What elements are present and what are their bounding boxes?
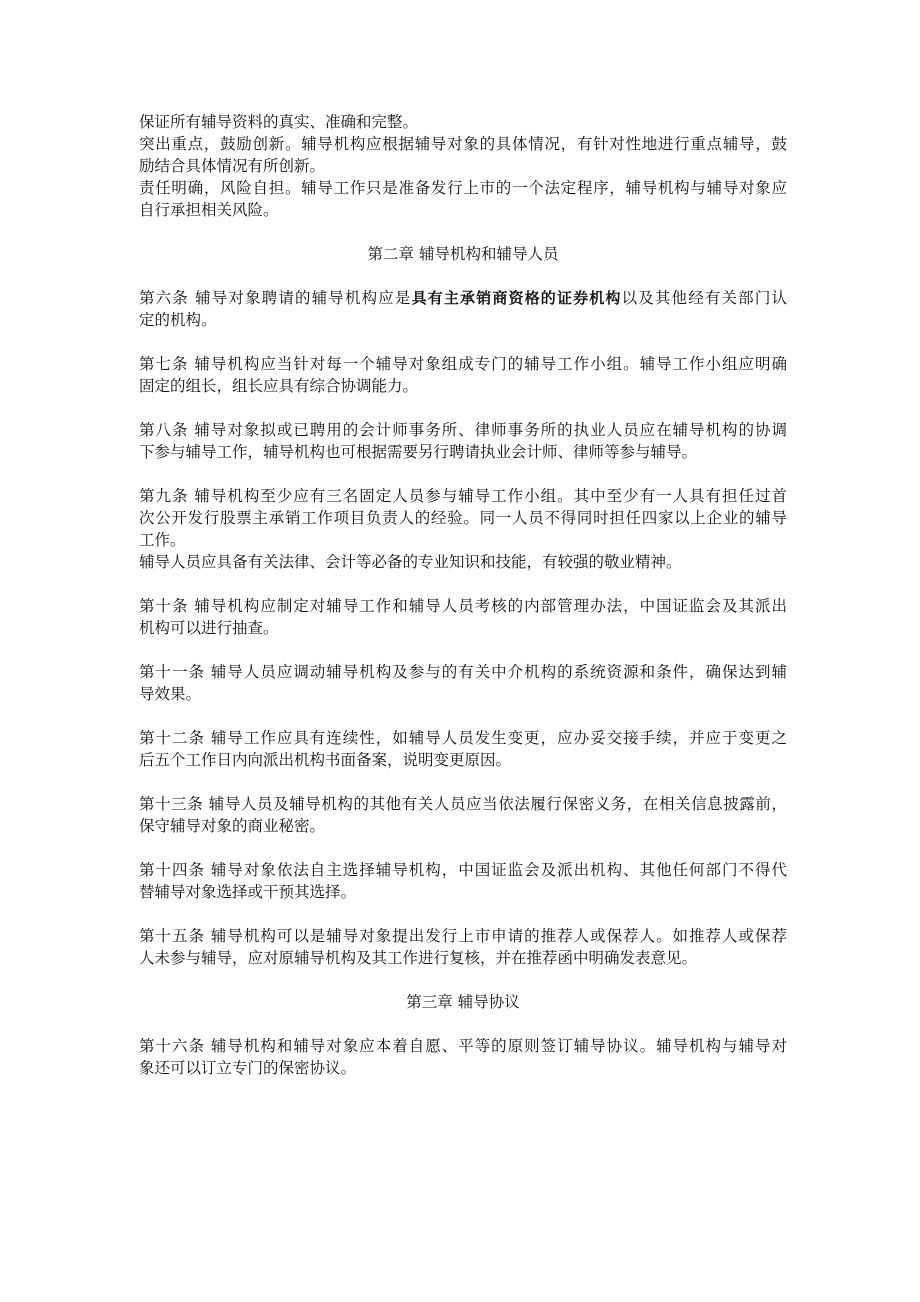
article-10-line-1: 第十条 辅导机构应制定对辅导工作和辅导人员考核的内部管理办法，中国证监会及其派出 xyxy=(139,597,787,615)
article-9-line-2: 次公开发行股票主承销工作项目负责人的经验。同一人员不得同时担任四家以上企业的辅导 xyxy=(139,509,787,527)
article-9-line-1: 第九条 辅导机构至少应有三名固定人员参与辅导工作小组。其中至少有一人具有担任过首 xyxy=(139,487,787,505)
article-12 xyxy=(139,727,787,771)
article-16-line-1: 第十六条 辅导机构和辅导对象应本着自愿、平等的原则签订辅导协议。辅导机构与辅导对 xyxy=(139,1037,787,1055)
article-15-line-1: 第十五条 辅导机构可以是辅导对象提出发行上市申请的推荐人或保荐人。如推荐人或保荐 xyxy=(139,927,787,945)
article-13-line-1: 第十三条 辅导人员及辅导机构的其他有关人员应当依法履行保密义务，在相关信息披露前， xyxy=(139,795,787,813)
article-9-line-4: 辅导人员应具备有关法律、会计等必备的专业知识和技能，有较强的敬业精神。 xyxy=(139,553,682,571)
article-6 xyxy=(139,287,787,331)
chapter-3-heading: 第三章 辅导协议 xyxy=(406,993,520,1011)
article-10-line-2: 机构可以进行抽查。 xyxy=(139,619,279,637)
article-8-line-2: 下参与辅导工作，辅导机构也可根据需要另行聘请执业会计师、律师等参与辅导。 xyxy=(139,443,698,461)
article-7 xyxy=(139,353,787,397)
article-13-line-2: 保守辅导对象的商业秘密。 xyxy=(139,817,326,835)
article-9 xyxy=(139,485,787,573)
article-12-line-2: 后五个工作日内向派出机构书面备案，说明变更原因。 xyxy=(139,751,512,769)
article-14 xyxy=(139,859,787,903)
article-13 xyxy=(139,793,787,837)
article-6-line-2: 定的机构。 xyxy=(139,311,217,329)
article-15 xyxy=(139,925,787,969)
chapter-2-heading: 第二章 辅导机构和辅导人员 xyxy=(367,245,559,263)
intro-paragraph-3-line-2: 自行承担相关风险。 xyxy=(139,201,279,219)
article-8-line-1: 第八条 辅导对象拟或已聘用的会计师事务所、律师事务所的执业人员应在辅导机构的协调 xyxy=(139,421,787,439)
article-11-line-1: 第十一条 辅导人员应调动辅导机构及参与的有关中介机构的系统资源和条件，确保达到辅 xyxy=(139,663,787,681)
article-15-line-2: 人未参与辅导，应对原辅导机构及其工作进行复核，并在推荐函中明确发表意见。 xyxy=(139,949,698,967)
article-11 xyxy=(139,661,787,705)
article-9-line-3: 工作。 xyxy=(139,531,186,549)
article-6-emphasis: 具有主承销商资格的证券机构 xyxy=(411,289,622,307)
intro-paragraph-2-line-1: 突出重点，鼓励创新。辅导机构应根据辅导对象的具体情况，有针对性地进行重点辅导，鼓 xyxy=(139,135,787,153)
article-6-line-1 xyxy=(139,287,787,309)
article-6-text-post: 以及其他经有关部门认 xyxy=(621,289,787,307)
article-6-text-pre: 第六条 辅导对象聘请的辅导机构应是 xyxy=(139,289,412,307)
intro-paragraph-3-line-1: 责任明确，风险自担。辅导工作只是准备发行上市的一个法定程序，辅导机构与辅导对象应 xyxy=(139,179,787,197)
intro-paragraph-2-line-2: 励结合具体情况有所创新。 xyxy=(139,157,326,175)
article-7-line-1: 第七条 辅导机构应当针对每一个辅导对象组成专门的辅导工作小组。辅导工作小组应明确 xyxy=(139,355,787,373)
article-16 xyxy=(139,1035,787,1079)
article-10 xyxy=(139,595,787,639)
article-14-line-1: 第十四条 辅导对象依法自主选择辅导机构，中国证监会及派出机构、其他任何部门不得代 xyxy=(139,861,787,879)
article-7-line-2: 固定的组长，组长应具有综合协调能力。 xyxy=(139,377,419,395)
article-16-line-2: 象还可以订立专门的保密协议。 xyxy=(139,1059,357,1077)
article-11-line-2: 导效果。 xyxy=(139,685,202,703)
article-14-line-2: 替辅导对象选择或干预其选择。 xyxy=(139,883,357,901)
article-12-line-1: 第十二条 辅导工作应具有连续性，如辅导人员发生变更，应办妥交接手续，并应于变更之 xyxy=(139,729,787,747)
article-8 xyxy=(139,419,787,463)
intro-paragraph-1: 保证所有辅导资料的真实、准确和完整。 xyxy=(139,113,419,131)
document-body xyxy=(139,111,787,1101)
